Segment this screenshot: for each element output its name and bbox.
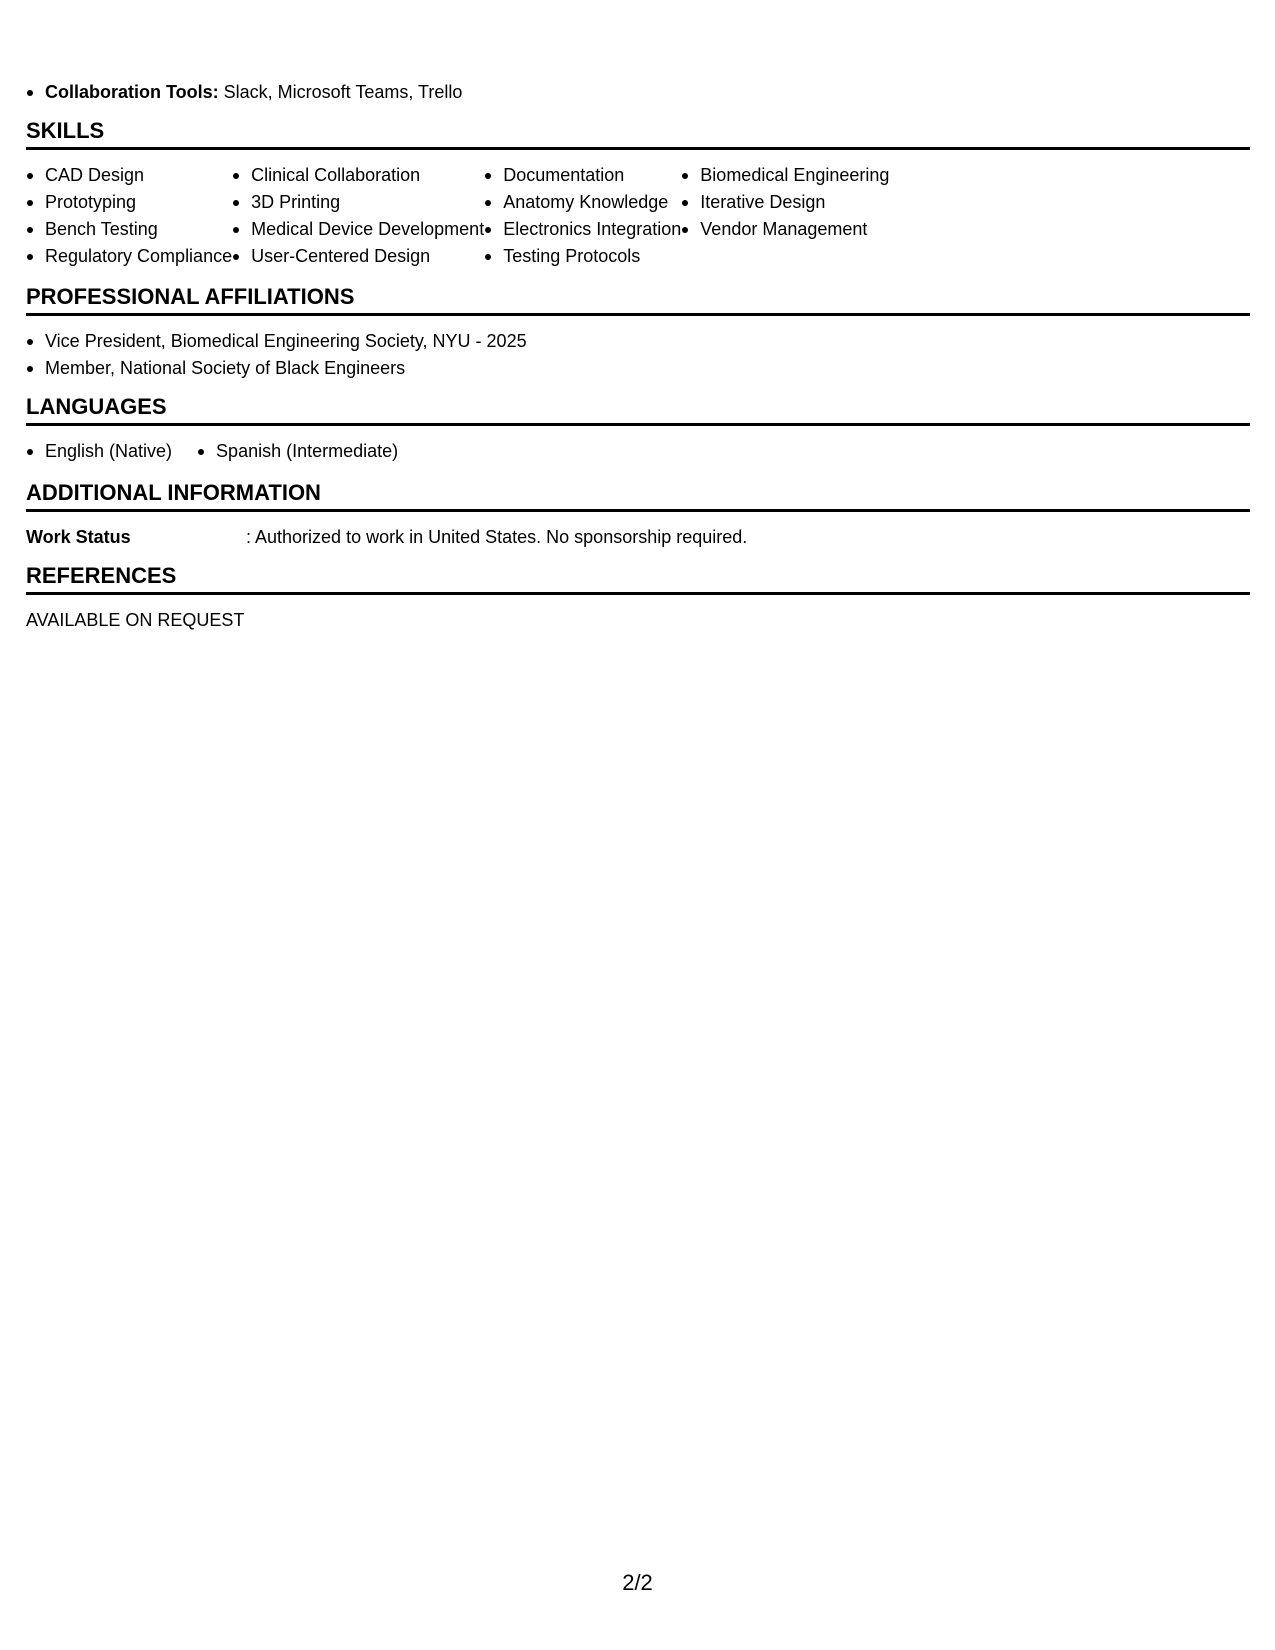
languages-list (26, 438, 423, 465)
collaboration-tools-item (26, 79, 462, 106)
skill-item: Bench Testing (26, 216, 232, 243)
language-item: English (Native) (26, 438, 172, 465)
language-item: Spanish (Intermediate) (197, 438, 398, 465)
skill-item: Iterative Design (681, 189, 889, 216)
skill-item: Anatomy Knowledge (484, 189, 681, 216)
references-heading: REFERENCES (26, 563, 1250, 595)
skills-column-1 (26, 162, 232, 270)
skill-item: Prototyping (26, 189, 232, 216)
skill-item: Medical Device Development (232, 216, 484, 243)
skill-item: Vendor Management (681, 216, 889, 243)
skill-item: Clinical Collaboration (232, 162, 484, 189)
additional-info-heading: ADDITIONAL INFORMATION (26, 480, 1250, 512)
skill-item: CAD Design (26, 162, 232, 189)
affiliation-item: Vice President, Biomedical Engineering Society, NYU - 2025 (26, 328, 527, 355)
skill-item: User-Centered Design (232, 243, 484, 270)
skill-item: Documentation (484, 162, 681, 189)
collaboration-tools-label: Collaboration Tools: (45, 82, 219, 102)
skills-grid (26, 162, 889, 270)
work-status-label: Work Status (26, 527, 131, 547)
affiliations-list (26, 328, 527, 382)
collaboration-tools-list (26, 79, 462, 106)
skill-item: 3D Printing (232, 189, 484, 216)
work-status-row (26, 524, 747, 551)
skills-column-2 (232, 162, 484, 270)
skills-column-3 (484, 162, 681, 270)
affiliation-item: Member, National Society of Black Engineers (26, 355, 527, 382)
skills-heading: SKILLS (26, 118, 1250, 150)
skill-item: Biomedical Engineering (681, 162, 889, 189)
skill-item: Regulatory Compliance (26, 243, 232, 270)
collaboration-tools-value: Slack, Microsoft Teams, Trello (218, 82, 463, 102)
references-text: AVAILABLE ON REQUEST (26, 610, 245, 630)
skills-column-4 (681, 162, 889, 270)
work-status-value: : Authorized to work in United States. No sponsorship required. (246, 527, 748, 547)
page-number: 2/2 (622, 1570, 653, 1595)
affiliations-heading: PROFESSIONAL AFFILIATIONS (26, 284, 1250, 316)
languages-heading: LANGUAGES (26, 394, 1250, 426)
skill-item: Electronics Integration (484, 216, 681, 243)
skill-item: Testing Protocols (484, 243, 681, 270)
